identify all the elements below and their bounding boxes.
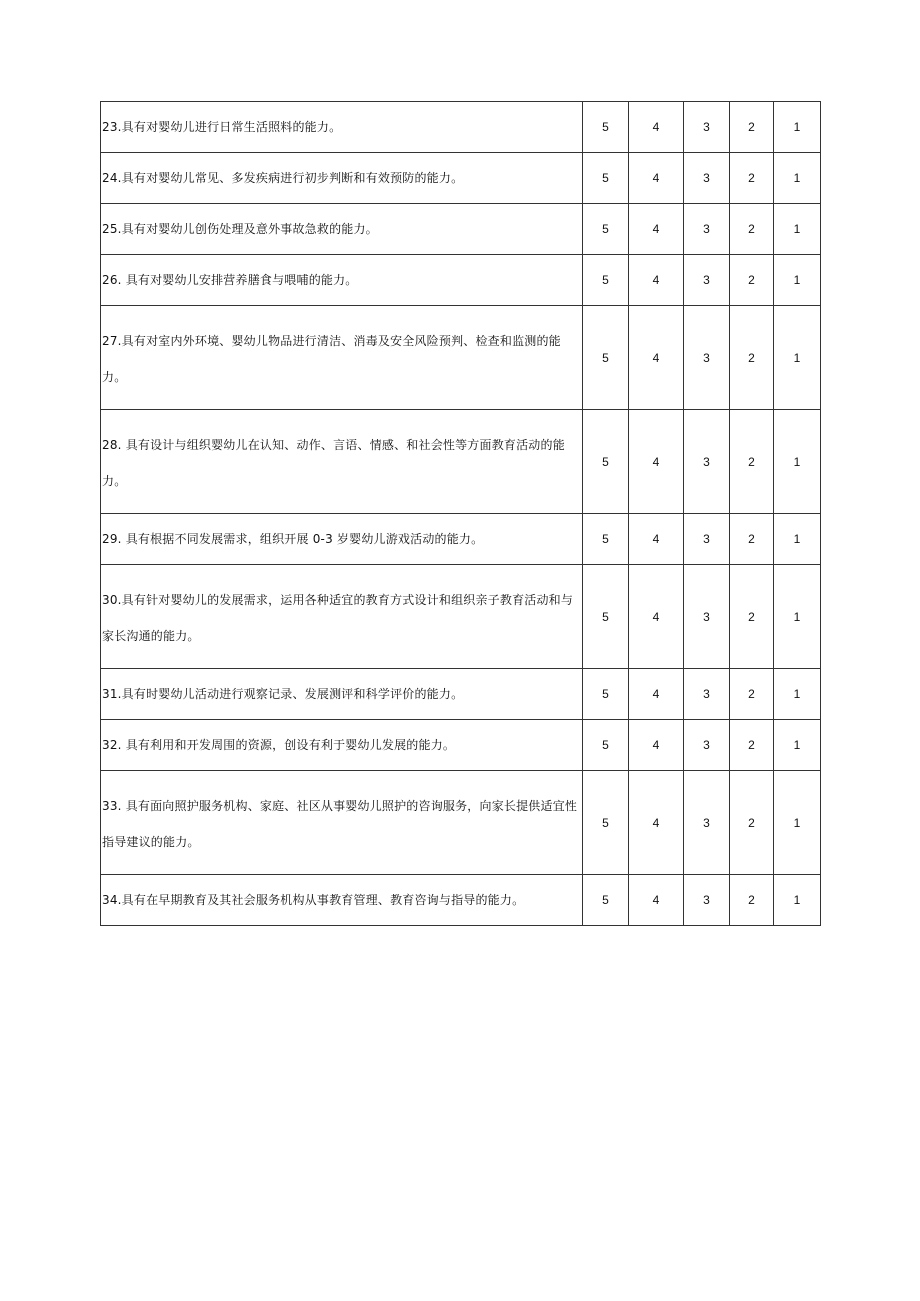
- competency-item-text: 28. 具有设计与组织婴幼儿在认知、动作、言语、情感、和社会性等方面教育活动的能力。: [101, 410, 583, 514]
- rating-option-3[interactable]: 3: [684, 771, 730, 875]
- rating-option-1[interactable]: 1: [774, 306, 821, 410]
- table-row: [101, 255, 821, 306]
- table-body: [101, 102, 821, 926]
- rating-option-2[interactable]: 2: [730, 669, 774, 720]
- table-row: [101, 875, 821, 926]
- rating-option-1[interactable]: 1: [774, 875, 821, 926]
- rating-option-5[interactable]: 5: [583, 255, 629, 306]
- rating-option-3[interactable]: 3: [684, 410, 730, 514]
- table-row: [101, 153, 821, 204]
- rating-option-2[interactable]: 2: [730, 514, 774, 565]
- rating-option-4[interactable]: 4: [629, 204, 684, 255]
- competency-rating-table: [100, 101, 821, 926]
- table-row: [101, 669, 821, 720]
- competency-item-text: 26. 具有对婴幼儿安排营养膳食与喂哺的能力。: [101, 255, 583, 306]
- rating-option-1[interactable]: 1: [774, 771, 821, 875]
- rating-option-1[interactable]: 1: [774, 102, 821, 153]
- rating-option-2[interactable]: 2: [730, 204, 774, 255]
- rating-option-4[interactable]: 4: [629, 771, 684, 875]
- rating-option-1[interactable]: 1: [774, 669, 821, 720]
- rating-option-2[interactable]: 2: [730, 255, 774, 306]
- rating-option-4[interactable]: 4: [629, 306, 684, 410]
- competency-item-text: 25.具有对婴幼儿创伤处理及意外事故急救的能力。: [101, 204, 583, 255]
- rating-option-2[interactable]: 2: [730, 565, 774, 669]
- rating-option-1[interactable]: 1: [774, 255, 821, 306]
- table-row: [101, 306, 821, 410]
- table-row: [101, 514, 821, 565]
- competency-item-text: 29. 具有根据不同发展需求，组织开展 0-3 岁婴幼儿游戏活动的能力。: [101, 514, 583, 565]
- competency-item-text: 27.具有对室内外环境、婴幼儿物品进行清洁、消毒及安全风险预判、检查和监测的能力。: [101, 306, 583, 410]
- rating-option-1[interactable]: 1: [774, 565, 821, 669]
- rating-option-3[interactable]: 3: [684, 720, 730, 771]
- rating-option-1[interactable]: 1: [774, 720, 821, 771]
- table-row: [101, 771, 821, 875]
- rating-option-2[interactable]: 2: [730, 875, 774, 926]
- rating-option-4[interactable]: 4: [629, 153, 684, 204]
- rating-option-5[interactable]: 5: [583, 204, 629, 255]
- table-row: [101, 720, 821, 771]
- rating-option-3[interactable]: 3: [684, 514, 730, 565]
- rating-option-5[interactable]: 5: [583, 720, 629, 771]
- rating-option-5[interactable]: 5: [583, 771, 629, 875]
- rating-option-2[interactable]: 2: [730, 102, 774, 153]
- rating-option-4[interactable]: 4: [629, 410, 684, 514]
- rating-option-4[interactable]: 4: [629, 720, 684, 771]
- rating-option-3[interactable]: 3: [684, 875, 730, 926]
- table-row: [101, 102, 821, 153]
- competency-item-text: 31.具有时婴幼儿活动进行观察记录、发展测评和科学评价的能力。: [101, 669, 583, 720]
- rating-option-4[interactable]: 4: [629, 565, 684, 669]
- rating-option-3[interactable]: 3: [684, 306, 730, 410]
- rating-option-2[interactable]: 2: [730, 410, 774, 514]
- rating-option-5[interactable]: 5: [583, 410, 629, 514]
- rating-option-3[interactable]: 3: [684, 255, 730, 306]
- competency-item-text: 33. 具有面向照护服务机构、家庭、社区从事婴幼儿照护的咨询服务，向家长提供适宜性指导建议的能力。: [101, 771, 583, 875]
- rating-option-4[interactable]: 4: [629, 255, 684, 306]
- competency-item-text: 23.具有对婴幼儿进行日常生活照料的能力。: [101, 102, 583, 153]
- rating-option-2[interactable]: 2: [730, 306, 774, 410]
- rating-option-5[interactable]: 5: [583, 514, 629, 565]
- rating-option-1[interactable]: 1: [774, 204, 821, 255]
- competency-item-text: 32. 具有利用和开发周围的资源，创设有利于婴幼儿发展的能力。: [101, 720, 583, 771]
- rating-option-2[interactable]: 2: [730, 153, 774, 204]
- rating-option-5[interactable]: 5: [583, 102, 629, 153]
- rating-option-3[interactable]: 3: [684, 565, 730, 669]
- rating-option-5[interactable]: 5: [583, 306, 629, 410]
- rating-option-3[interactable]: 3: [684, 102, 730, 153]
- table-row: [101, 410, 821, 514]
- table-row: [101, 204, 821, 255]
- rating-option-1[interactable]: 1: [774, 153, 821, 204]
- rating-option-4[interactable]: 4: [629, 102, 684, 153]
- competency-item-text: 24.具有对婴幼儿常见、多发疾病进行初步判断和有效预防的能力。: [101, 153, 583, 204]
- rating-option-4[interactable]: 4: [629, 514, 684, 565]
- rating-option-3[interactable]: 3: [684, 669, 730, 720]
- competency-item-text: 30.具有针对婴幼儿的发展需求，运用各种适宜的教育方式设计和组织亲子教育活动和与家长沟通的能力。: [101, 565, 583, 669]
- rating-option-5[interactable]: 5: [583, 669, 629, 720]
- table-row: [101, 565, 821, 669]
- rating-option-1[interactable]: 1: [774, 410, 821, 514]
- competency-item-text: 34.具有在早期教育及其社会服务机构从事教育管理、教育咨询与指导的能力。: [101, 875, 583, 926]
- rating-option-5[interactable]: 5: [583, 153, 629, 204]
- rating-option-2[interactable]: 2: [730, 771, 774, 875]
- rating-option-4[interactable]: 4: [629, 669, 684, 720]
- rating-option-2[interactable]: 2: [730, 720, 774, 771]
- rating-option-5[interactable]: 5: [583, 875, 629, 926]
- rating-option-5[interactable]: 5: [583, 565, 629, 669]
- rating-option-1[interactable]: 1: [774, 514, 821, 565]
- rating-option-3[interactable]: 3: [684, 153, 730, 204]
- rating-option-3[interactable]: 3: [684, 204, 730, 255]
- rating-option-4[interactable]: 4: [629, 875, 684, 926]
